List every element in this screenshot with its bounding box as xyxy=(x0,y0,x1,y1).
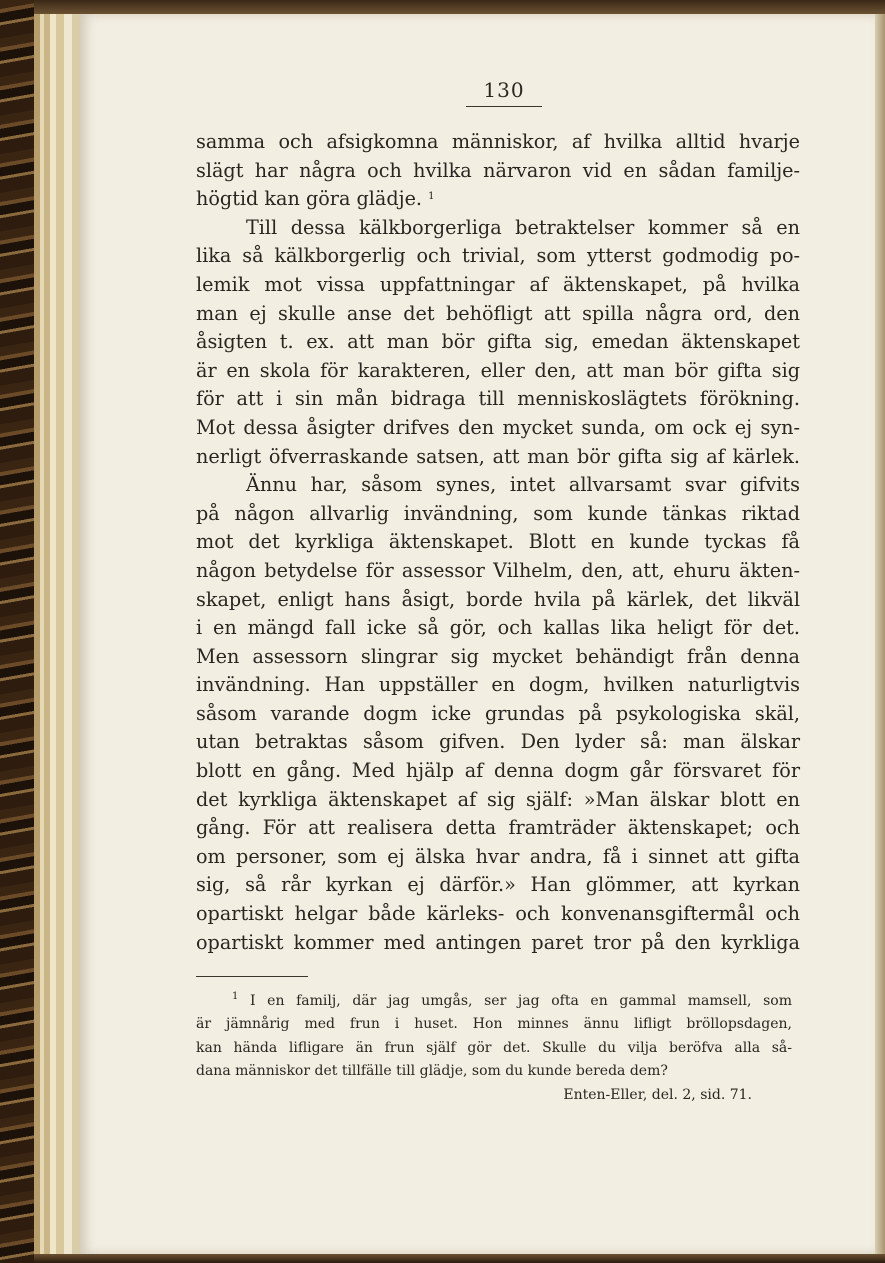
book-binding-edge xyxy=(0,0,34,1263)
text-line: lika så kälkborgerlig och trivial, som ytterst godmodig po- xyxy=(196,244,800,268)
book-cover-top xyxy=(34,0,885,14)
text-line: det kyrkliga äktenskapet af sig själf: »Man älskar blott en xyxy=(196,787,800,811)
text-line: på någon allvarlig invändning, som kunde tänkas riktad xyxy=(196,501,800,525)
text-line: blott en gång. Med hjälp af denna dogm går försvaret för xyxy=(196,759,800,783)
text-line: Till dessa kälkborgerliga betraktelser kommer så en xyxy=(246,215,800,239)
text-line: om personer, som ej älska hvar andra, få i sinnet att gifta xyxy=(196,844,800,868)
footnote-line: dana människor det tillfälle till glädje, som du kunde bereda dem? xyxy=(196,1063,668,1080)
page-right-edge xyxy=(875,14,885,1254)
text-line: högtid kan göra glädje. $^1$ xyxy=(196,187,435,211)
page-number: 130 xyxy=(483,78,525,102)
page-number-rule xyxy=(466,106,542,107)
text-line: slägt har några och hvilka närvaron vid en sådan familje- xyxy=(196,158,800,182)
text-line: man ej skulle anse det behöfligt att spilla några ord, den xyxy=(196,301,800,325)
text-line: invändning. Han uppställer en dogm, hvilken naturligtvis xyxy=(196,673,800,697)
footnote-separator xyxy=(196,976,308,977)
footnote-line: är jämnårig med frun i huset. Hon minnes ännu lifligt bröllopsdagen, xyxy=(196,1016,792,1033)
text-line: opartiskt kommer med antingen paret tror på den kyrkliga xyxy=(196,930,800,954)
text-line: såsom varande dogm icke grundas på psykologiska skäl, xyxy=(196,701,800,725)
text-line: mot det kyrkliga äktenskapet. Blott en kunde tyckas få xyxy=(196,530,800,554)
text-line: nerligt öfverraskande satsen, att man bör gifta sig af kärlek. xyxy=(196,444,800,468)
text-line: gång. För att realisera detta framträder äktenskapet; och xyxy=(196,816,800,840)
page-stack-edges xyxy=(34,14,80,1254)
footnote-marker: 1 xyxy=(232,991,239,1002)
text-line: skapet, enligt hans åsigt, borde hvila på kärlek, det likväl xyxy=(196,587,800,611)
text-line: Men assessorn slingrar sig mycket behändigt från denna xyxy=(196,644,800,668)
footnote-reference: 1 xyxy=(428,191,435,203)
text-line: Mot dessa åsigter drifves den mycket sunda, om ock ej syn- xyxy=(196,415,800,439)
text-line: utan betraktas såsom gifven. Den lyder så: man älskar xyxy=(196,730,800,754)
text-line: sig, så rår kyrkan ej därför.» Han glömmer, att kyrkan xyxy=(196,873,800,897)
text-line: Ännu har, såsom synes, intet allvarsamt svar gifvits xyxy=(246,473,800,497)
footnote xyxy=(196,990,792,1107)
text-line: är en skola för karakteren, eller den, att man bör gifta sig xyxy=(196,358,800,382)
text-line: samma och afsigkomna människor, af hvilka alltid hvarje xyxy=(196,130,800,153)
text-line: någon betydelse för assessor Vilhelm, den, att, ehuru äkten- xyxy=(196,558,800,582)
body-text xyxy=(196,128,800,957)
text-line: opartiskt helgar både kärleks- och konvenansgiftermål och xyxy=(196,902,800,926)
footnote-line: kan hända lifligare än frun själf gör det. Skulle du vilja beröfva alla så- xyxy=(196,1039,792,1056)
footnote-line: $^1$ I en familj, där jag umgås, ser jag ofta en gammal mamsell, som xyxy=(232,991,792,1009)
book-cover-bottom xyxy=(34,1254,885,1263)
text-line: lemik mot vissa uppfattningar af äktenskapet, på hvilka xyxy=(196,272,800,296)
footnote-source: Enten-Eller, del. 2, sid. 71. xyxy=(563,1086,752,1103)
text-line: åsigten t. ex. att man bör gifta sig, emedan äktenskapet xyxy=(196,330,800,354)
text-line: i en mängd fall icke så gör, och kallas lika heligt för det. xyxy=(196,616,800,640)
text-line: för att i sin mån bidraga till menniskoslägtets förökning. xyxy=(196,387,800,411)
